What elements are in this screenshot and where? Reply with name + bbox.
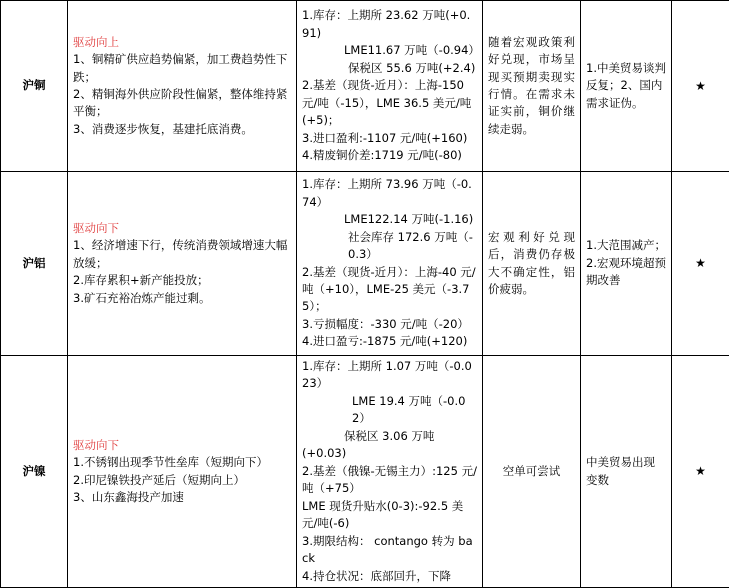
outlook-cell: 空单可尝试	[483, 356, 581, 588]
star-icon: ★	[695, 79, 706, 93]
risk-cell: 1.大范围减产；2.宏观环境超预期改善	[581, 172, 672, 356]
risk-cell: 中美贸易出现变数	[581, 356, 672, 588]
stat-item: LME122.14 万吨(-1.16)	[302, 211, 477, 228]
stat-item: 3.期限结构： contango 转为 back	[302, 533, 477, 568]
metal-name: 沪铝	[1, 172, 68, 356]
metal-name: 沪铜	[1, 1, 68, 172]
stat-item: 2.基差（俄镍-无锡主力）:125 元/吨（+75）	[302, 463, 477, 498]
rating-cell	[672, 356, 729, 588]
driver-item: 3.矿石充裕冶炼产能过剩。	[73, 290, 291, 307]
driver-item: 3、山东鑫海投产加速	[73, 489, 291, 506]
stat-item: 4.精废铜价差:1719 元/吨(-80)	[302, 147, 477, 164]
stat-item: 1.库存：上期所 23.62 万吨(+0.91)	[302, 7, 477, 42]
stat-item: LME11.67 万吨（-0.94）	[302, 42, 477, 59]
table-row	[1, 1, 729, 172]
metal-name: 沪镍	[1, 356, 68, 588]
outlook-cell: 宏观利好兑现后，消费仍存极大不确定性，铝价疲弱。	[483, 172, 581, 356]
stat-item: 3.亏损幅度：-330 元/吨（-20）	[302, 316, 477, 333]
star-icon: ★	[695, 256, 706, 270]
direction-label: 驱动向下	[73, 437, 291, 454]
driver-item: 2.库存累积+新产能投放；	[73, 272, 291, 289]
driver-item: 1、铜精矿供应趋势偏紧，加工费趋势性下跌；	[73, 51, 291, 86]
stats-cell	[297, 172, 483, 356]
stats-cell	[297, 1, 483, 172]
direction-label: 驱动向下	[73, 220, 291, 237]
rating-cell	[672, 1, 729, 172]
stat-item: 2.基差（现货-近月）：上海-40 元/吨（+10），LME-25 美元（-3.75）；	[302, 264, 477, 316]
driver-item: 1、经济增速下行，传统消费领域增速大幅放缓；	[73, 237, 291, 272]
stat-item: 1.库存：上期所 73.96 万吨（-0.74）	[302, 176, 477, 211]
stat-item: LME 19.4 万吨（-0.02）	[302, 393, 477, 428]
risk-cell: 1.中美贸易谈判反复；2、国内需求证伪。	[581, 1, 672, 172]
driver-item: 2.印尼镍铁投产延后（短期向上）	[73, 472, 291, 489]
outlook-cell: 随着宏观政策利好兑现，市场呈现买预期卖现实行情。在需求未证实前，铜价继续走弱。	[483, 1, 581, 172]
stat-item: 4.持仓状况：底部回升，下降	[302, 568, 477, 585]
star-icon: ★	[695, 464, 706, 478]
stats-cell	[297, 356, 483, 588]
rating-cell	[672, 172, 729, 356]
stat-item: (+0.03)	[302, 445, 477, 462]
stat-item: 2.基差（现货-近月）：上海-150 元/吨（-15），LME 36.5 美元/吨(+5)；	[302, 77, 477, 129]
table-row	[1, 356, 729, 588]
driver-item: 1.不锈钢出现季节性垒库（短期向下）	[73, 454, 291, 471]
stat-item: 4.进口盈亏:-1875 元/吨(+120)	[302, 333, 477, 350]
stat-item: 保税区 3.06 万吨	[302, 428, 477, 445]
stat-item: LME 现货升贴水(0-3):-92.5 美元/吨(-6)	[302, 498, 477, 533]
driver-item: 3、消费逐步恢复，基建托底消费。	[73, 121, 291, 138]
table-row	[1, 172, 729, 356]
driver-cell	[68, 356, 297, 588]
direction-label: 驱动向上	[73, 34, 291, 51]
driver-cell	[68, 1, 297, 172]
stat-item: 1.库存：上期所 1.07 万吨（-0.023）	[302, 358, 477, 393]
stat-item: 3.进口盈利:-1107 元/吨(+160)	[302, 130, 477, 147]
driver-cell	[68, 172, 297, 356]
driver-item: 2、精铜海外供应阶段性偏紧，整体维持紧平衡；	[73, 86, 291, 121]
stat-item: 保税区 55.6 万吨(+2.4)	[302, 60, 477, 77]
stat-item: 社会库存 172.6 万吨（-0.3）	[302, 229, 477, 264]
